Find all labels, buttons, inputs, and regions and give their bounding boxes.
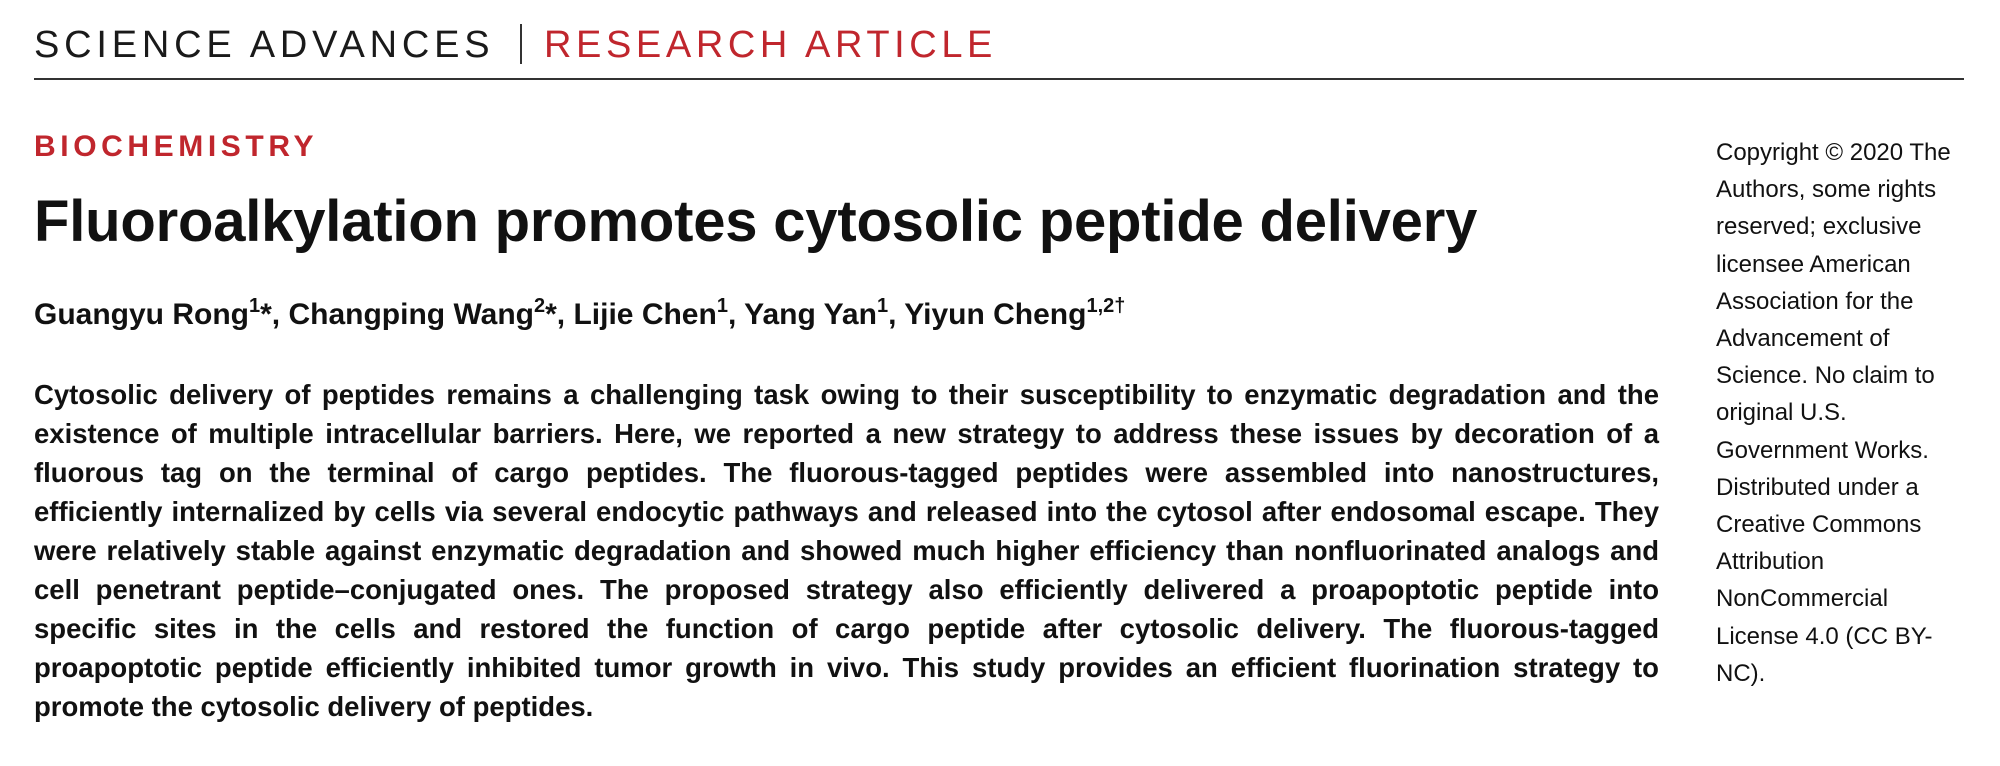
journal-name: SCIENCE ADVANCES [34, 24, 495, 66]
author-affiliation: 1 [716, 295, 728, 317]
author-affiliation: 1 [876, 295, 889, 317]
author-affiliation: 2 [533, 295, 546, 317]
author-affiliation: 1,2† [1086, 295, 1126, 317]
copyright-notice: Copyright © 2020 The Authors, some rights reserved; exclusive licensee American Association for the Advancement of Science. No claim to original U.S. Government Works. Distributed under a Creative Commons Attribution NonCommercial License 4.0 (CC BY-NC). [1716, 139, 1951, 687]
subject-category: BIOCHEMISTRY [34, 130, 319, 163]
author-name: Guangyu Rong [34, 298, 249, 331]
journal-header [34, 18, 1964, 80]
author-name: Lijie Chen [573, 298, 717, 331]
author-name: Yiyun Cheng [904, 298, 1087, 331]
author-mark: * [260, 298, 272, 331]
article-type: RESEARCH ARTICLE [544, 24, 998, 66]
author-name: Changping Wang [288, 298, 534, 331]
article-title: Fluoroalkylation promotes cytosolic peptide delivery [34, 189, 1478, 254]
header-divider [520, 24, 522, 64]
abstract: Cytosolic delivery of peptides remains a challenging task owing to their susceptibility to enzymatic degradation and the existence of multiple intracellular barriers. Here, we reported a new strategy to address these issues by decoration of a fluorous tag on the terminal of cargo peptides. The fluorous-tagged peptides were assembled into nanostructures, efficiently internalized by cells via several endocytic pathways and released into the cytosol after endosomal escape. They were relatively stable against enzymatic degradation and showed much higher efficiency than nonfluorinated analogs and cell penetrant peptide–conjugated ones. The proposed strategy also efficiently delivered a proapoptotic peptide into specific sites in the cells and restored the function of cargo peptide after cytosolic delivery. The fluorous-tagged proapoptotic peptide efficiently inhibited tumor growth in vivo. This study provides an efficient fluorination strategy to promote the cytosolic delivery of peptides. [34, 379, 1659, 722]
author-mark: * [545, 298, 557, 331]
author-affiliation: 1 [248, 295, 261, 317]
author-name: Yang Yan [744, 298, 877, 331]
author-list: Guangyu Rong$^1$*, Changping Wang$^2$*, Lijie Chen$^1$, Yang Yan$^1$, Yiyun Cheng$^{1,2\dagger}$ [34, 295, 1126, 331]
